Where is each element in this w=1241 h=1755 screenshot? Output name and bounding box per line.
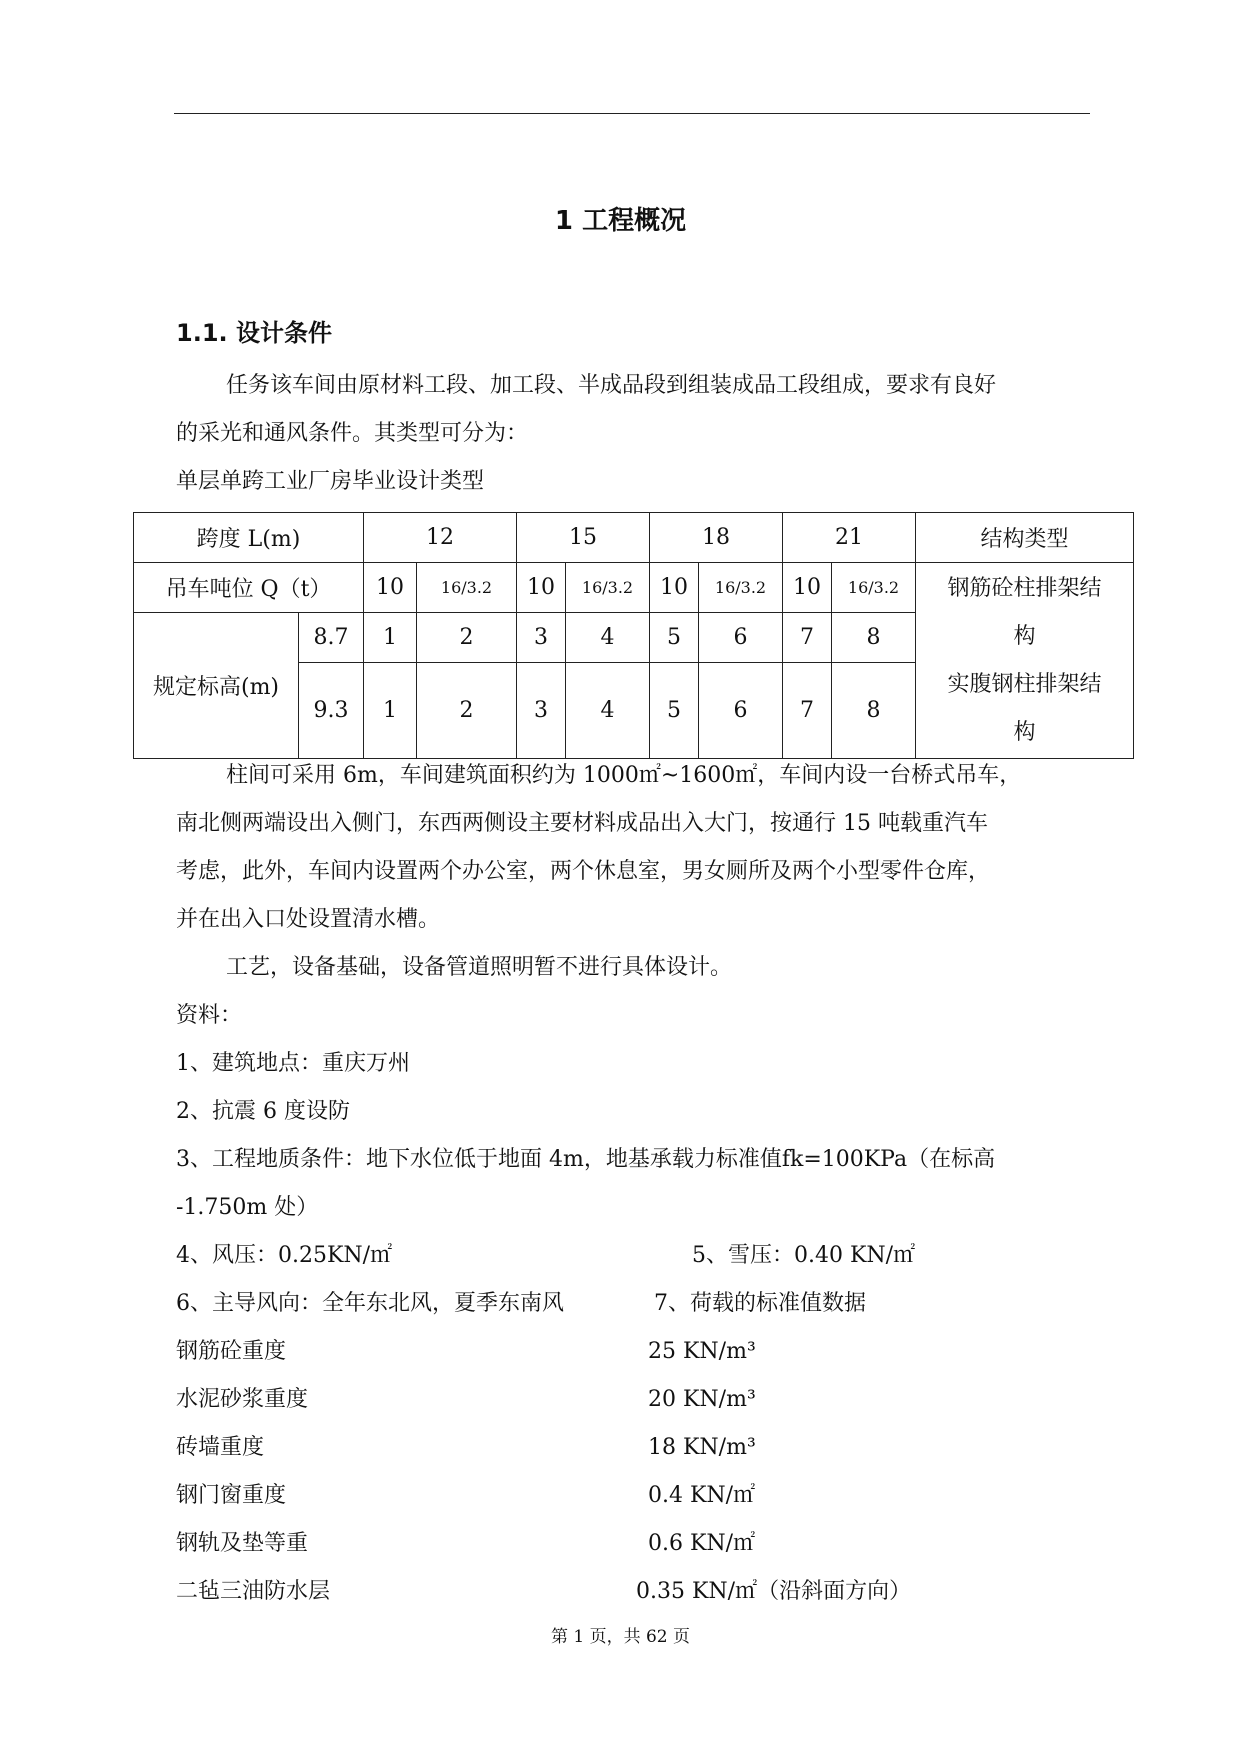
header-rule <box>174 113 1090 114</box>
materials-label: 资料： <box>176 1003 243 1028</box>
section-title: 1.1. 设计条件 <box>176 319 332 347</box>
height-value: 9.3 <box>299 663 364 759</box>
struct-type-line: 构 <box>1013 623 1036 649</box>
span-cell: 15 <box>517 513 650 563</box>
crane-cell: 10 <box>783 563 832 613</box>
type-cell: 6 <box>699 613 783 663</box>
load-name: 钢门窗重度 <box>176 1483 287 1508</box>
span-cell: 18 <box>650 513 783 563</box>
crane-row <box>134 563 1134 613</box>
crane-cell: 16/3.2 <box>699 563 783 613</box>
type-cell: 8 <box>832 613 916 663</box>
material-item: -1.750m 处） <box>176 1195 319 1220</box>
type-cell: 3 <box>517 663 566 759</box>
type-cell: 2 <box>417 663 517 759</box>
chapter-title: 1 工程概况 <box>554 206 687 236</box>
struct-type-line: 实腹钢柱排架结 <box>947 671 1102 697</box>
load-name: 钢轨及垫等重 <box>176 1531 309 1556</box>
building-type-table <box>133 512 1134 759</box>
type-cell: 5 <box>650 613 699 663</box>
type-cell: 7 <box>783 613 832 663</box>
height-value: 8.7 <box>299 613 364 663</box>
crane-cell: 16/3.2 <box>832 563 916 613</box>
struct-type-cell <box>916 563 1134 759</box>
material-item: 7、荷载的标准值数据 <box>654 1291 866 1316</box>
material-item: 5、雪压：0.40 KN/㎡ <box>692 1243 916 1268</box>
load-value: 18 KN/m³ <box>648 1435 756 1460</box>
type-cell: 4 <box>566 663 650 759</box>
body-line: 柱间可采用 6m，车间建筑面积约为 1000㎡~1600㎡，车间内设一台桥式吊车， <box>226 763 1022 788</box>
crane-cell: 10 <box>364 563 417 613</box>
height-label: 规定标高(m) <box>134 613 299 759</box>
body-line: 工艺，设备基础，设备管道照明暂不进行具体设计。 <box>226 955 733 980</box>
intro-line-1: 任务该车间由原材料工段、加工段、半成品段到组装成品工段组成，要求有良好 <box>226 373 997 398</box>
type-cell: 1 <box>364 663 417 759</box>
type-cell: 8 <box>832 663 916 759</box>
span-cell: 21 <box>783 513 916 563</box>
type-cell: 4 <box>566 613 650 663</box>
load-name: 钢筋砼重度 <box>176 1339 287 1364</box>
type-cell: 2 <box>417 613 517 663</box>
type-cell: 1 <box>364 613 417 663</box>
load-value: 0.4 KN/㎡ <box>648 1483 756 1508</box>
material-item: 3、工程地质条件：地下水位低于地面 4m，地基承载力标准值fk=100KPa（在标高 <box>176 1147 996 1172</box>
type-cell: 7 <box>783 663 832 759</box>
page-footer: 第 1 页，共 62 页 <box>550 1627 691 1647</box>
body-line: 考虑，此外，车间内设置两个办公室，两个休息室，男女厕所及两个小型零件仓库， <box>176 859 991 884</box>
load-value: 0.35 KN/㎡（沿斜面方向） <box>636 1579 912 1604</box>
struct-header: 结构类型 <box>916 513 1134 563</box>
load-value: 20 KN/m³ <box>648 1387 756 1412</box>
crane-cell: 16/3.2 <box>417 563 517 613</box>
intro-line-2: 的采光和通风条件。其类型可分为： <box>176 421 529 446</box>
struct-type-line: 钢筋砼柱排架结 <box>947 575 1102 601</box>
struct-type-line: 构 <box>1013 719 1036 745</box>
crane-cell: 16/3.2 <box>566 563 650 613</box>
load-value: 25 KN/m³ <box>648 1339 756 1364</box>
crane-cell: 10 <box>650 563 699 613</box>
material-item: 4、风压：0.25KN/㎡ <box>176 1243 393 1268</box>
load-value: 0.6 KN/㎡ <box>648 1531 756 1556</box>
body-line: 并在出入口处设置清水槽。 <box>176 907 441 932</box>
span-cell: 12 <box>364 513 517 563</box>
type-cell: 3 <box>517 613 566 663</box>
type-cell: 5 <box>650 663 699 759</box>
crane-cell: 10 <box>517 563 566 613</box>
body-line: 南北侧两端设出入侧门，东西两侧设主要材料成品出入大门，按通行 15 吨载重汽车 <box>176 811 988 836</box>
load-name: 砖墙重度 <box>176 1435 265 1460</box>
material-item: 2、抗震 6 度设防 <box>176 1099 350 1124</box>
span-label: 跨度 L(m) <box>134 513 364 563</box>
type-cell: 6 <box>699 663 783 759</box>
material-item: 1、建筑地点：重庆万州 <box>176 1051 410 1076</box>
span-row <box>134 513 1134 563</box>
load-name: 二毡三油防水层 <box>176 1579 331 1604</box>
material-item: 6、主导风向：全年东北风，夏季东南风 <box>176 1291 564 1316</box>
load-name: 水泥砂浆重度 <box>176 1387 309 1412</box>
table-caption: 单层单跨工业厂房毕业设计类型 <box>176 469 485 494</box>
crane-label: 吊车吨位 Q（t） <box>134 563 364 613</box>
